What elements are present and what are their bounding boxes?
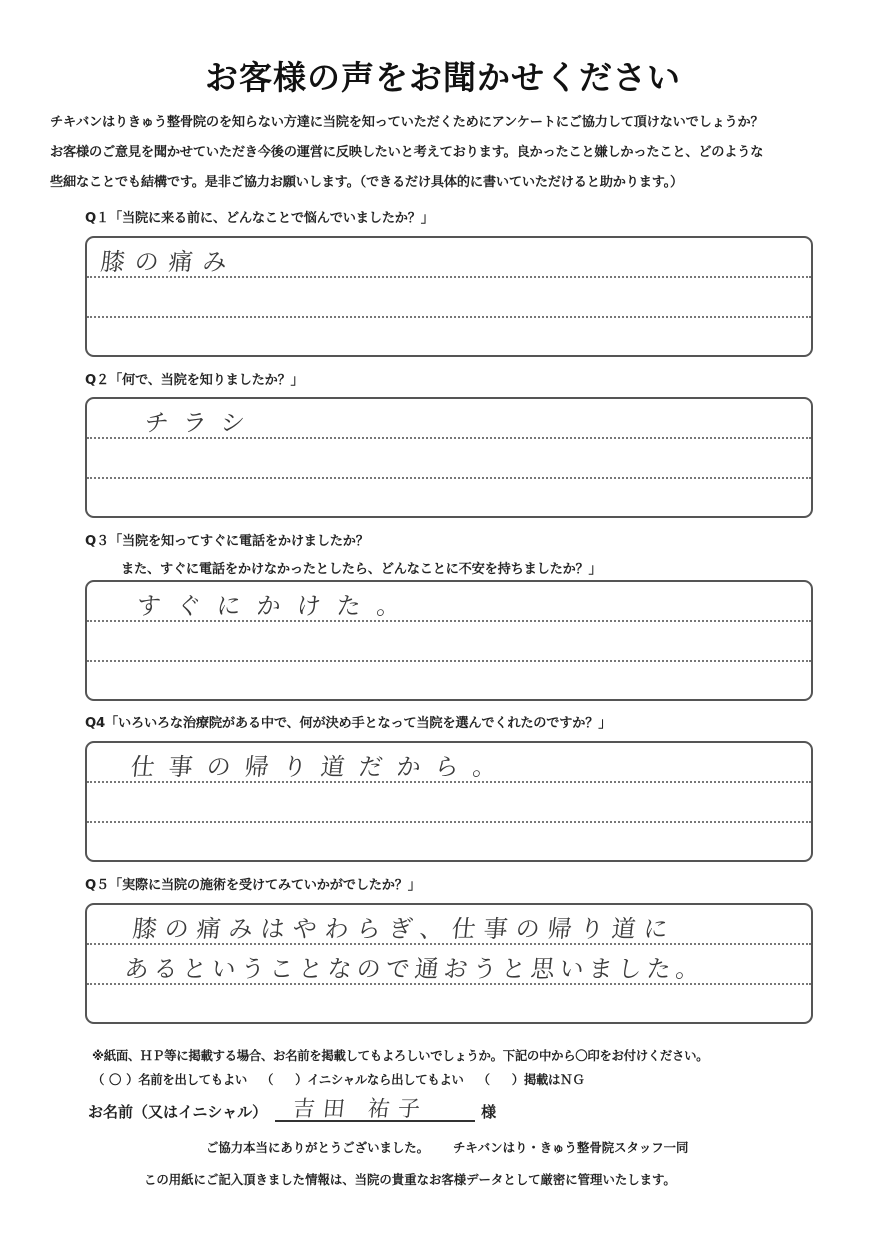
answer-line-1: すぐにかけた。	[135, 592, 419, 620]
question-5-label: Q５「実際に当院の施術を受けてみていかがでしたか？」	[85, 878, 421, 893]
question-1-answer-box[interactable]	[85, 236, 813, 357]
question-2-label: Q２「何で、当院を知りましたか？」	[85, 373, 304, 388]
consent-prompt: ※紙面、ＨＰ等に掲載する場合、お名前を掲載してもよろしいでしょうか。下記の中から〇印をお付けください。	[92, 1048, 709, 1063]
question-3-label-line-2: また、すぐに電話をかけなかったとしたら、どんなことに不安を持ちましたか？」	[121, 562, 602, 577]
option-mark: 〇	[109, 1072, 122, 1087]
name-field[interactable]	[275, 1096, 475, 1122]
intro-text	[50, 108, 850, 198]
ruled-line	[87, 660, 811, 662]
publication-consent	[92, 1044, 708, 1092]
consent-option-initials[interactable]: （ ） イニシャルなら出してもよい	[261, 1068, 464, 1092]
privacy-notice: この用紙にご記入頂きました情報は、当院の貴重なお客様データとして厳密に管理いたします。	[144, 1172, 676, 1187]
question-5-answer-box[interactable]	[85, 903, 813, 1024]
consent-option-no-publish[interactable]: （ ） 掲載はＮＧ	[478, 1068, 585, 1092]
consent-option-full-name[interactable]: （ 〇 ） 名前を出してもよい	[92, 1068, 247, 1092]
name-row	[88, 1096, 496, 1122]
option-label: イニシャルなら出してもよい	[307, 1072, 464, 1087]
question-4-answer-box[interactable]	[85, 741, 813, 862]
question-3-answer-box[interactable]	[85, 580, 813, 701]
question-3-label	[85, 530, 602, 577]
intro-line: 些細なことでも結構です。是非ご協力お願いします。（できるだけ具体的に書いていただけると助かります。）	[50, 175, 684, 190]
name-label: お名前（又はイニシャル）	[88, 1103, 268, 1121]
answer-line-1: 仕事の帰り道だから。	[129, 753, 513, 781]
ruled-line	[87, 477, 811, 479]
answer-line-1: 膝の痛みはやわらぎ、仕事の帰り道に	[131, 915, 678, 943]
option-label: 掲載はＮＧ	[523, 1072, 585, 1087]
answer-line-2: あるということなので通おうと思いました。	[123, 955, 707, 983]
name-value: 吉田 祐子	[291, 1097, 430, 1122]
question-1-label: Q１「当院に来る前に、どんなことで悩んでいましたか？」	[85, 211, 434, 226]
question-4-label: Q4「いろいろな治療院がある中で、何が決め手となって当院を選んでくれたのですか？」	[85, 716, 612, 731]
name-suffix: 様	[481, 1103, 497, 1121]
thanks-line	[206, 1138, 688, 1156]
question-3-label-line-1: Q３「当院を知ってすぐに電話をかけましたか？	[85, 534, 369, 549]
ruled-line	[87, 316, 811, 318]
option-label: 名前を出してもよい	[138, 1072, 248, 1087]
thanks-text: ご協力本当にありがとうございました。	[206, 1140, 430, 1155]
answer-line-1: チラシ	[143, 409, 261, 437]
question-2-answer-box[interactable]	[85, 397, 813, 518]
consent-options	[92, 1068, 708, 1092]
page-title: お客様の声をお聞かせください	[205, 58, 681, 97]
intro-line: チキバンはりきゅう整骨院のを知らない方達に当院を知っていただくためにアンケートにご協力して頂けないでしょうか？	[50, 115, 764, 130]
answer-line-1: 膝の痛み	[99, 248, 239, 276]
ruled-line	[87, 821, 811, 823]
staff-signature: チキバンはり・きゅう整骨院スタッフ一同	[453, 1140, 689, 1155]
intro-line: お客様のご意見を聞かせていただき今後の運営に反映したいと考えております。良かったこと嫌しかったこと、どのような	[50, 145, 764, 160]
